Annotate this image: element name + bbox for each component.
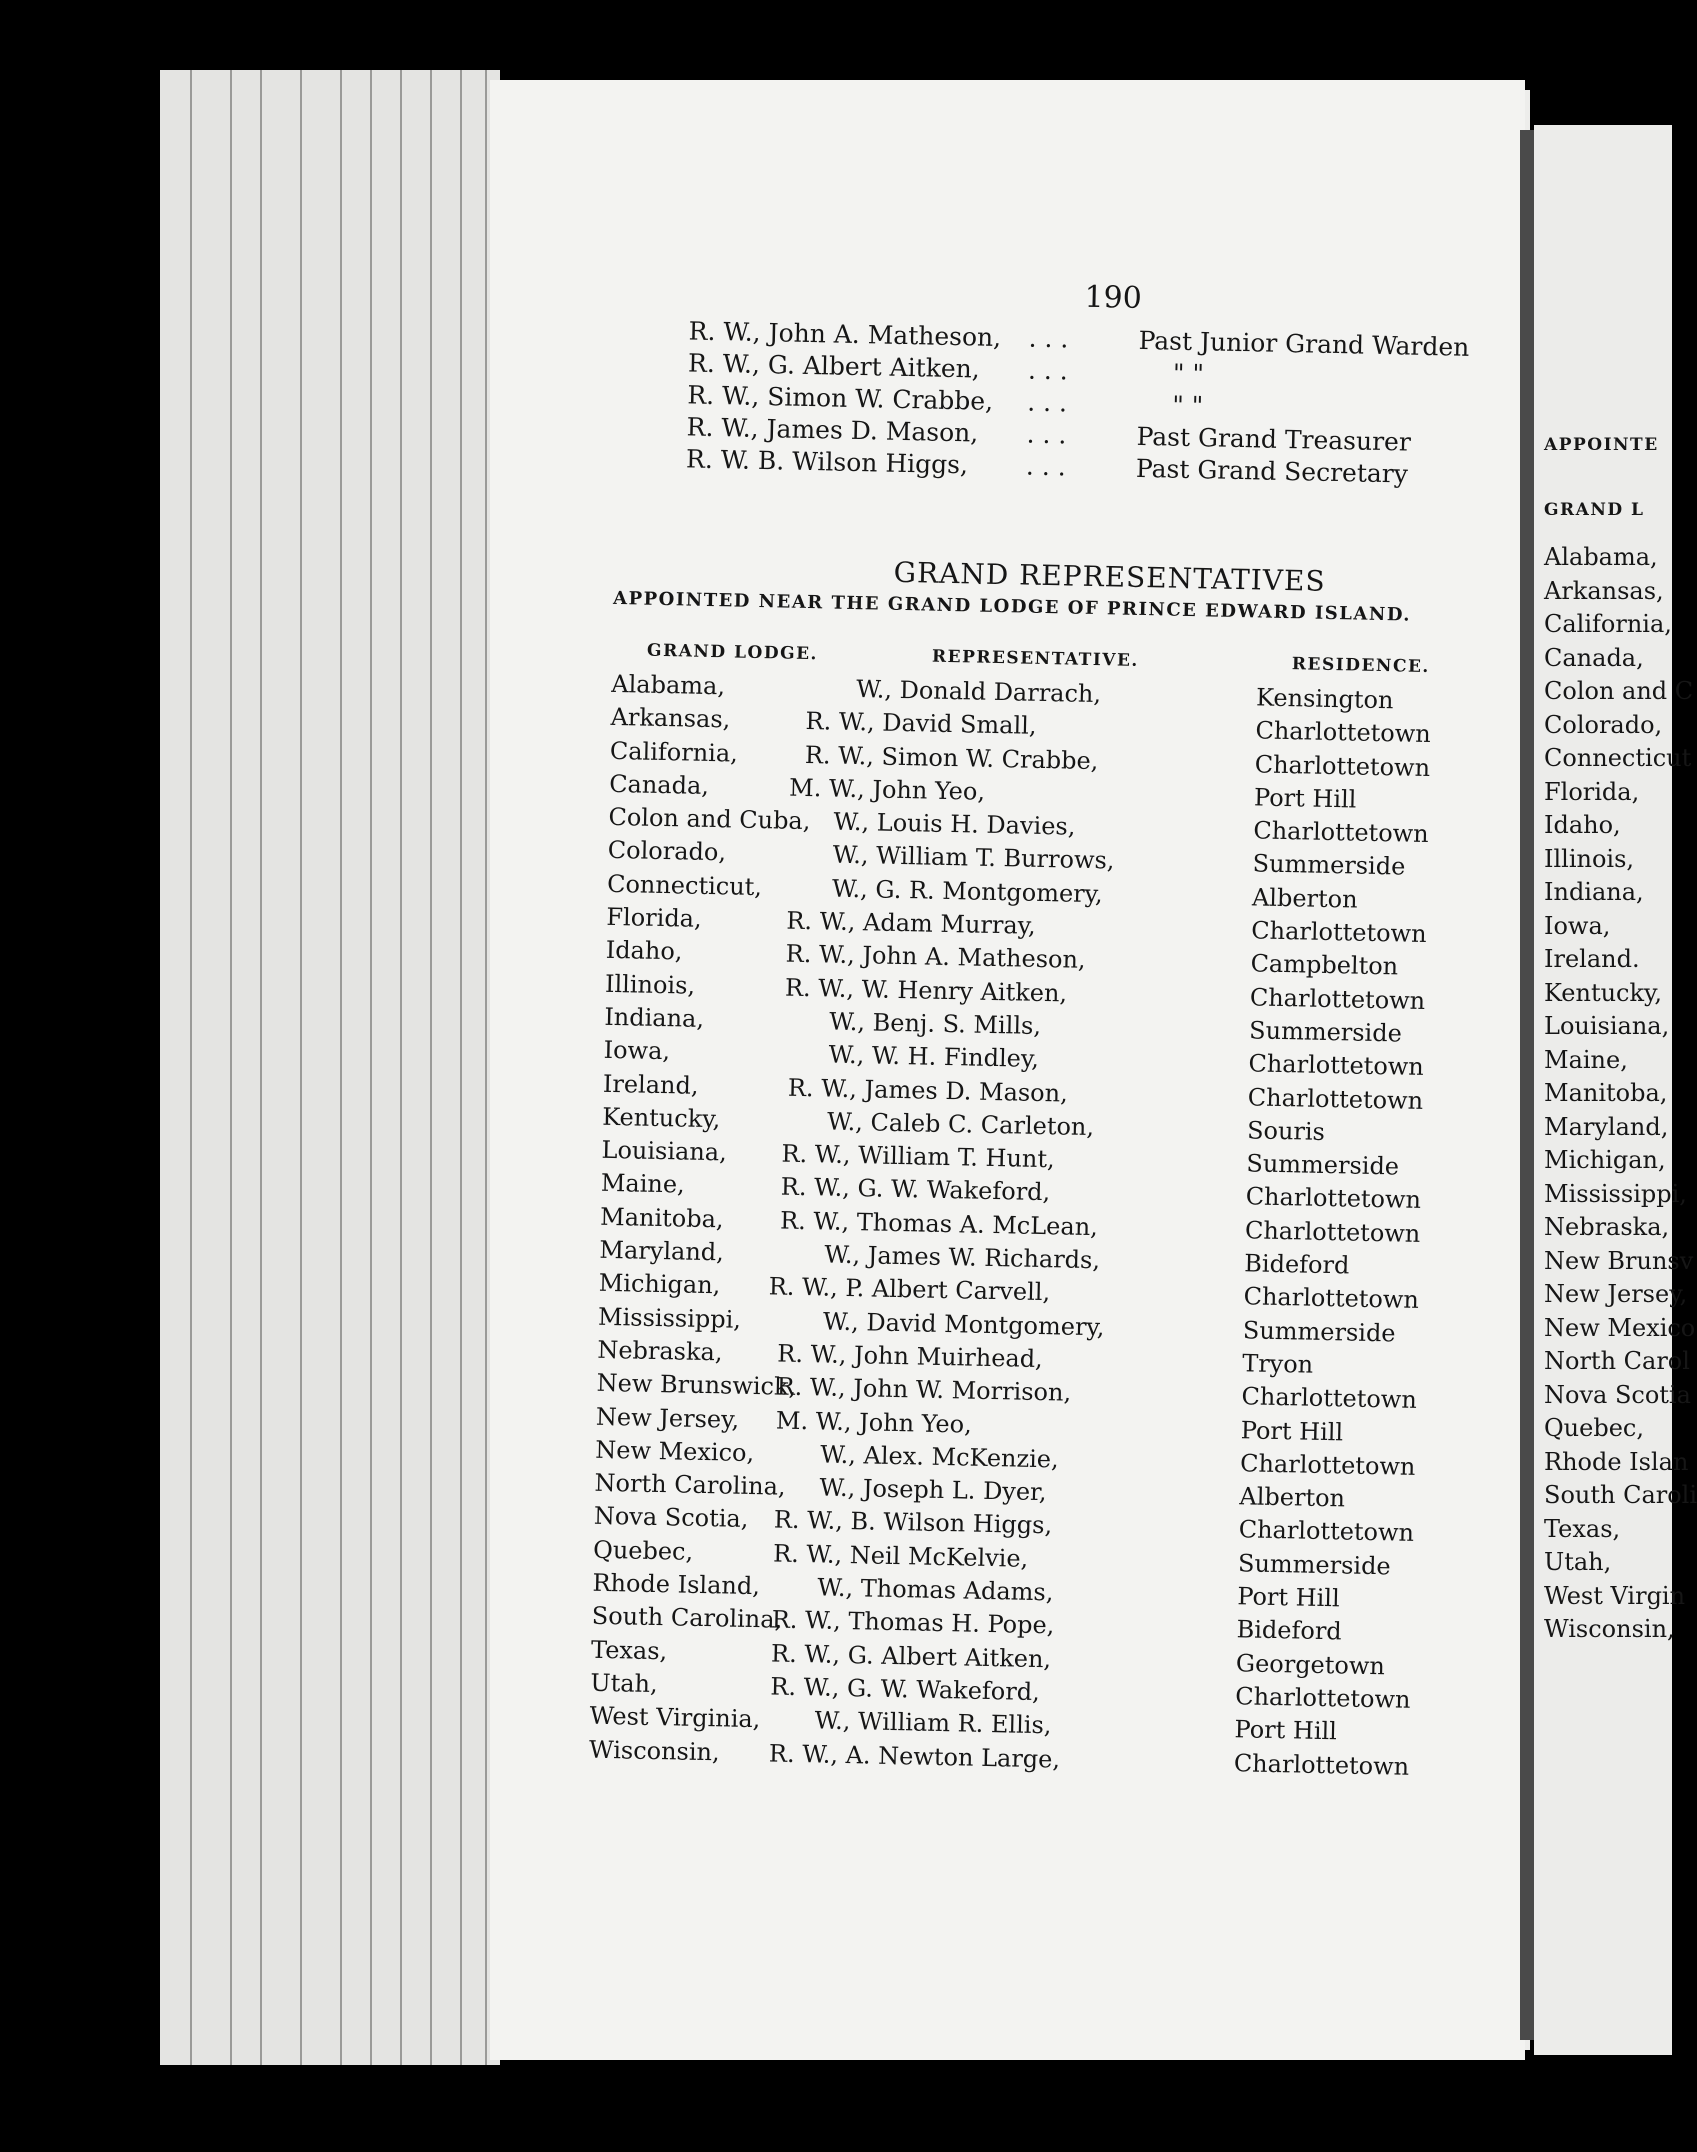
- officer-name: R. W., James D. Mason,: [686, 412, 979, 448]
- grand-lodge-cell: Nova Scotia,: [593, 1502, 749, 1534]
- leader-dots: . . .: [1027, 387, 1068, 418]
- facing-page-item: Utah,: [1544, 1548, 1612, 1576]
- facing-page-item: Nebraska,: [1544, 1213, 1670, 1241]
- grand-lodge-cell: New Mexico,: [594, 1435, 755, 1467]
- representative-cell: R. W., A. Newton Large,: [768, 1738, 1061, 1774]
- leader-dots: . . .: [1025, 451, 1067, 482]
- residence-cell: Summerside: [1242, 1315, 1396, 1348]
- residence-cell: Charlottetown: [1233, 1748, 1410, 1781]
- grand-lodge-cell: Utah,: [590, 1668, 658, 1699]
- representative-cell: R. W., William T. Hunt,: [781, 1139, 1055, 1174]
- residence-cell: Charlottetown: [1249, 983, 1426, 1015]
- residence-cell: Summerside: [1237, 1548, 1391, 1581]
- residence-cell: Port Hill: [1234, 1715, 1338, 1746]
- facing-page-item: Arkansas,: [1544, 576, 1664, 605]
- grand-lodge-cell: Iowa,: [603, 1036, 671, 1066]
- facing-page-item: Maryland,: [1544, 1112, 1669, 1141]
- column-header-grand-lodge: GRAND LODGE.: [646, 640, 819, 665]
- representative-cell: W., James W. Richards,: [824, 1240, 1101, 1275]
- facing-page-item: Maine,: [1544, 1045, 1628, 1074]
- page-edge: [260, 70, 262, 2065]
- page-edge: [400, 70, 402, 2065]
- facing-page-item: Nova Scotia: [1544, 1380, 1691, 1409]
- leader-dots: . . .: [1028, 323, 1069, 354]
- page-edge: [190, 70, 192, 2065]
- representative-cell: W., W. H. Findley,: [828, 1040, 1040, 1074]
- section-subtitle: APPOINTED NEAR THE GRAND LODGE OF PRINCE EDWARD ISLAND.: [612, 587, 1412, 626]
- grand-lodge-cell: Maine,: [600, 1169, 686, 1200]
- page-edge: [430, 70, 432, 2065]
- representative-cell: R. W., Thomas A. McLean,: [779, 1206, 1099, 1241]
- residence-cell: Port Hill: [1237, 1582, 1340, 1613]
- residence-cell: Charlottetown: [1234, 1682, 1411, 1714]
- grand-lodge-cell: Connecticut,: [606, 869, 763, 901]
- facing-page-item: Colorado,: [1544, 710, 1663, 739]
- grand-lodge-cell: Texas,: [590, 1635, 668, 1665]
- residence-cell: Charlottetown: [1248, 1049, 1425, 1082]
- residence-cell: Summerside: [1248, 1016, 1403, 1048]
- grand-lodge-cell: New Brunswick,: [596, 1368, 797, 1402]
- grand-lodge-cell: Alabama,: [611, 669, 726, 701]
- facing-page-item: Florida,: [1544, 777, 1640, 806]
- grand-lodge-cell: California,: [609, 736, 739, 768]
- page-edge: [485, 70, 487, 2065]
- book-gutter: [1520, 130, 1534, 2040]
- facing-page-item: Mississippi,: [1544, 1179, 1687, 1208]
- officer-title: Past Grand Treasurer: [1136, 421, 1412, 457]
- facing-page-item: Texas,: [1544, 1514, 1621, 1543]
- section-title: GRAND REPRESENTATIVES: [893, 555, 1326, 598]
- representative-cell: W., William T. Burrows,: [832, 841, 1115, 875]
- representative-cell: M. W., John Yeo,: [788, 773, 986, 806]
- facing-page-column-heading: GRAND L: [1544, 500, 1645, 520]
- grand-lodge-cell: West Virginia,: [589, 1701, 761, 1734]
- residence-cell: Souris: [1246, 1116, 1326, 1146]
- representative-cell: W., Joseph L. Dyer,: [819, 1473, 1047, 1507]
- grand-lodge-cell: Quebec,: [592, 1535, 694, 1566]
- residence-cell: Charlottetown: [1254, 749, 1431, 782]
- leader-dots: . . .: [1026, 419, 1067, 450]
- facing-page-item: Colon and C: [1544, 677, 1694, 705]
- representative-cell: W., Donald Darrach,: [855, 675, 1102, 709]
- residence-cell: Charlottetown: [1239, 1449, 1416, 1481]
- officer-name: R. W. B. Wilson Higgs,: [685, 444, 969, 480]
- representative-cell: W., Alex. McKenzie,: [819, 1440, 1059, 1474]
- residence-cell: Charlottetown: [1238, 1515, 1415, 1548]
- facing-page-item: Wisconsin,: [1544, 1615, 1675, 1643]
- page-number: 190: [1084, 279, 1143, 316]
- officer-name: R. W., John A. Matheson,: [688, 316, 1002, 352]
- grand-lodge-cell: Illinois,: [604, 969, 696, 1000]
- facing-page-item: Connecticut: [1544, 744, 1692, 772]
- facing-page-item: California,: [1544, 610, 1672, 638]
- residence-cell: Charlottetown: [1255, 716, 1432, 749]
- residence-cell: Summerside: [1252, 849, 1406, 882]
- representative-cell: R. W., W. Henry Aitken,: [784, 973, 1068, 1008]
- representative-cell: R. W., David Small,: [805, 707, 1037, 741]
- leader-dots: . . .: [1027, 355, 1069, 386]
- page-edge: [230, 70, 232, 2065]
- grand-lodge-cell: Nebraska,: [597, 1335, 723, 1367]
- officer-name: R. W., G. Albert Aitken,: [687, 348, 981, 384]
- officer-name: R. W., Simon W. Crabbe,: [687, 380, 994, 416]
- representative-cell: R. W., Adam Murray,: [786, 906, 1037, 940]
- representative-cell: R. W., G. W. Wakeford,: [780, 1173, 1051, 1207]
- grand-lodge-cell: Canada,: [608, 769, 710, 800]
- residence-cell: Georgetown: [1235, 1648, 1386, 1680]
- grand-lodge-cell: Michigan,: [598, 1269, 721, 1300]
- grand-lodge-cell: Colorado,: [607, 836, 727, 867]
- page-edge: [340, 70, 342, 2065]
- representative-cell: W., Caleb C. Carleton,: [826, 1107, 1095, 1141]
- residence-cell: Tryon: [1241, 1349, 1314, 1379]
- representative-cell: R. W., Neil McKelvie,: [772, 1539, 1029, 1573]
- officer-title: " ": [1171, 390, 1204, 421]
- residence-cell: Campbelton: [1250, 949, 1399, 981]
- facing-page-item: South Caroli: [1544, 1481, 1697, 1509]
- representative-cell: W., G. R. Montgomery,: [831, 874, 1103, 909]
- facing-page-item: Kentucky,: [1544, 978, 1663, 1007]
- representative-cell: R. W., Thomas H. Pope,: [771, 1605, 1055, 1640]
- residence-cell: Alberton: [1251, 883, 1358, 914]
- representatives-table: [589, 670, 1492, 1787]
- facing-page-item: Rhode Islan: [1544, 1447, 1689, 1476]
- residence-cell: Charlottetown: [1244, 1216, 1421, 1248]
- facing-page-item: New Jersey,: [1544, 1280, 1688, 1308]
- page-edge: [370, 70, 372, 2065]
- representative-cell: R. W., John Muirhead,: [777, 1339, 1044, 1374]
- facing-page-item: Manitoba,: [1544, 1079, 1668, 1107]
- facing-page-item: North Carol: [1544, 1347, 1690, 1375]
- residence-cell: Bideford: [1244, 1249, 1350, 1280]
- representative-cell: R. W., James D. Mason,: [787, 1073, 1069, 1108]
- representative-cell: R. W., B. Wilson Higgs,: [773, 1505, 1053, 1540]
- grand-lodge-cell: Colon and Cuba,: [608, 803, 811, 836]
- representative-cell: R. W., John W. Morrison,: [776, 1372, 1072, 1407]
- facing-page-item: Iowa,: [1544, 911, 1611, 940]
- grand-lodge-cell: Florida,: [606, 902, 702, 933]
- grand-lodge-cell: South Carolina,: [591, 1602, 783, 1635]
- facing-page-heading: APPOINTE: [1544, 435, 1659, 455]
- facing-page-item: Quebec,: [1544, 1414, 1644, 1442]
- grand-lodge-cell: Idaho,: [605, 936, 683, 966]
- grand-lodge-cell: Louisiana,: [601, 1135, 728, 1167]
- facing-page-item: Louisiana,: [1544, 1012, 1670, 1040]
- representative-cell: W., William R. Ellis,: [814, 1706, 1052, 1740]
- facing-page-item: Ireland.: [1544, 945, 1640, 973]
- facing-page-item: Illinois,: [1544, 844, 1635, 873]
- grand-lodge-cell: Wisconsin,: [588, 1735, 720, 1766]
- page-edge: [300, 70, 302, 2065]
- facing-page-item: Idaho,: [1544, 811, 1621, 839]
- grand-lodge-cell: Arkansas,: [610, 703, 731, 734]
- residence-cell: Alberton: [1239, 1482, 1346, 1513]
- representative-cell: W., David Montgomery,: [822, 1307, 1105, 1342]
- residence-cell: Bideford: [1236, 1615, 1342, 1646]
- residence-cell: Summerside: [1246, 1149, 1400, 1181]
- grand-lodge-cell: Rhode Island,: [592, 1568, 761, 1601]
- facing-page-item: Indiana,: [1544, 878, 1644, 906]
- grand-lodge-cell: Manitoba,: [599, 1202, 724, 1234]
- representative-cell: M. W., John Yeo,: [775, 1406, 973, 1439]
- representative-cell: R. W., P. Albert Carvell,: [768, 1272, 1051, 1307]
- grand-lodge-cell: North Carolina,: [594, 1468, 786, 1501]
- residence-cell: Charlottetown: [1251, 916, 1427, 949]
- grand-lodge-cell: Kentucky,: [601, 1102, 721, 1134]
- residence-cell: Charlottetown: [1243, 1282, 1420, 1315]
- representative-cell: R. W., G. W. Wakeford,: [770, 1672, 1041, 1707]
- facing-page-item: Alabama,: [1544, 543, 1658, 571]
- residence-cell: Charlottetown: [1253, 816, 1429, 849]
- representative-cell: W., Thomas Adams,: [817, 1573, 1054, 1607]
- facing-page-item: Canada,: [1544, 643, 1644, 672]
- officer-title: Past Junior Grand Warden: [1138, 325, 1470, 362]
- officer-title: Past Grand Secretary: [1135, 453, 1409, 489]
- grand-lodge-cell: New Jersey,: [595, 1402, 740, 1434]
- residence-cell: Kensington: [1255, 683, 1394, 715]
- representative-cell: W., Louis H. Davies,: [833, 807, 1076, 841]
- grand-lodge-cell: Ireland,: [602, 1069, 699, 1100]
- column-header-residence: RESIDENCE.: [1291, 654, 1431, 678]
- residence-cell: Charlottetown: [1241, 1382, 1418, 1415]
- facing-page-item: New Brunsv: [1544, 1246, 1694, 1275]
- representative-cell: R. W., G. Albert Aitken,: [770, 1639, 1052, 1673]
- representative-cell: R. W., Simon W. Crabbe,: [804, 740, 1099, 775]
- representative-cell: R. W., John A. Matheson,: [785, 939, 1086, 975]
- residence-cell: Port Hill: [1240, 1415, 1344, 1446]
- page-edge: [460, 70, 462, 2065]
- facing-page-item: West Virgin: [1544, 1581, 1686, 1610]
- facing-page-item: Michigan,: [1544, 1146, 1666, 1174]
- residence-cell: Port Hill: [1253, 783, 1357, 814]
- residence-cell: Charlottetown: [1247, 1082, 1424, 1115]
- residence-cell: Charlottetown: [1245, 1182, 1422, 1215]
- facing-page: [1534, 125, 1697, 2055]
- representative-cell: W., Benj. S. Mills,: [829, 1007, 1042, 1040]
- column-header-representative: REPRESENTATIVE.: [931, 646, 1140, 671]
- grand-lodge-cell: Indiana,: [604, 1002, 705, 1033]
- grand-lodge-cell: Maryland,: [599, 1235, 725, 1267]
- facing-page-item: New Mexico: [1544, 1313, 1696, 1342]
- grand-lodge-cell: Mississippi,: [597, 1302, 742, 1334]
- page-stack: [160, 70, 500, 2065]
- officer-title: " ": [1172, 358, 1205, 389]
